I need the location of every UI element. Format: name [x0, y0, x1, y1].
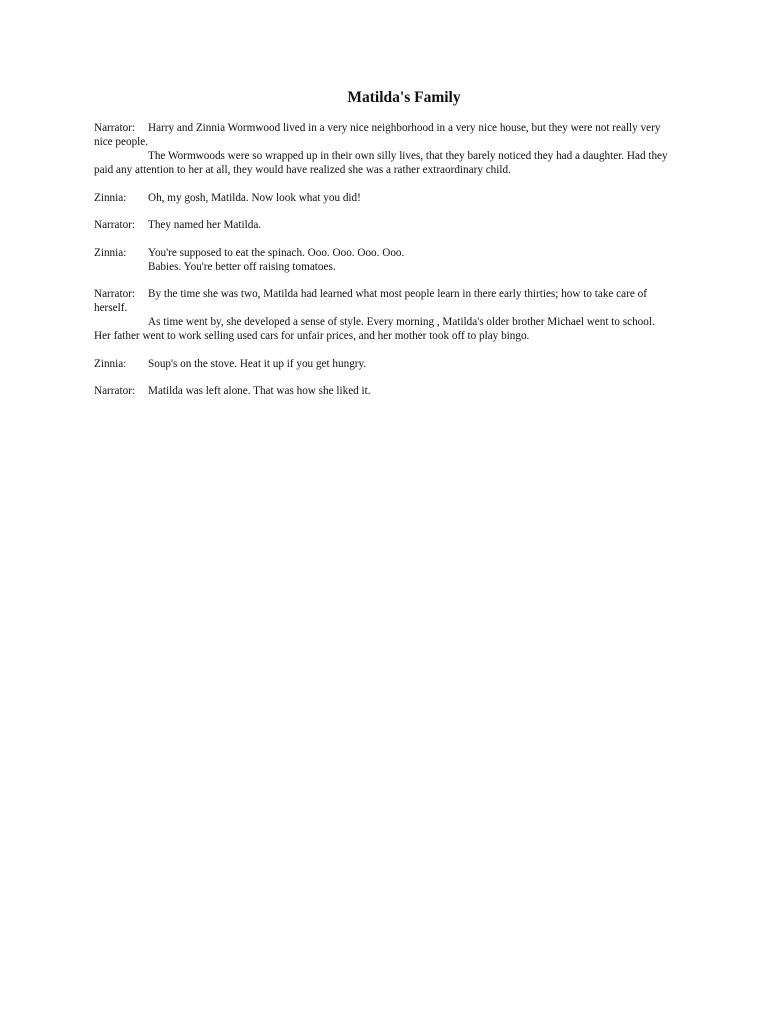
dialogue-block	[94, 121, 674, 177]
dialogue-block	[94, 191, 674, 205]
speaker-label: Zinnia:	[94, 246, 127, 259]
dialogue-text: You're supposed to eat the spinach. Ooo. Ooo. Ooo. Ooo.	[148, 246, 405, 259]
dialogue-paragraph	[94, 218, 674, 232]
dialogue-paragraph	[94, 149, 674, 177]
dialogue-paragraph	[94, 287, 674, 315]
speaker-label: Zinnia:	[94, 357, 127, 370]
dialogue-paragraph	[94, 246, 674, 260]
dialogue-text: As time went by, she developed a sense of style. Every morning , Matilda's older brother Michael went to school. Her father went to work selling used cars for unfair prices, and her mother took off to play bingo.	[94, 316, 655, 342]
dialogue-block	[94, 384, 674, 398]
dialogue-text: By the time she was two, Matilda had learned what most people learn in there early thirties; how to take care of herself.	[94, 288, 647, 314]
dialogue-block	[94, 218, 674, 232]
dialogue-paragraph	[94, 315, 674, 343]
dialogue-block	[94, 246, 674, 274]
speaker-label: Zinnia:	[94, 191, 127, 204]
dialogue-text: Harry and Zinnia Wormwood lived in a very nice neighborhood in a very nice house, but they were not really very nice people.	[94, 122, 661, 148]
script-body	[94, 121, 674, 412]
speaker-label: Narrator:	[94, 288, 135, 300]
dialogue-text: Soup's on the stove. Heat it up if you get hungry.	[148, 357, 367, 370]
dialogue-paragraph	[94, 384, 674, 398]
dialogue-text: Oh, my gosh, Matilda. Now look what you did!	[148, 191, 361, 204]
dialogue-text: The Wormwoods were so wrapped up in their own silly lives, that they barely noticed they had a daughter. Had they paid any attention to her at all, they would have realized she was a rather extraordinary child.	[94, 150, 668, 176]
dialogue-paragraph	[94, 191, 674, 205]
dialogue-block	[94, 287, 674, 343]
speaker-label: Narrator:	[94, 385, 135, 397]
speaker-label: Narrator:	[94, 122, 135, 134]
speaker-label: Narrator:	[94, 219, 135, 231]
dialogue-paragraph	[94, 357, 674, 371]
dialogue-block	[94, 357, 674, 371]
dialogue-text: Matilda was left alone. That was how she liked it.	[148, 385, 371, 397]
page-title: Matilda's Family	[347, 89, 461, 106]
dialogue-paragraph: Babies. You're better off raising tomatoes.	[148, 260, 336, 273]
dialogue-paragraph	[94, 121, 674, 149]
dialogue-text: They named her Matilda.	[148, 219, 262, 231]
